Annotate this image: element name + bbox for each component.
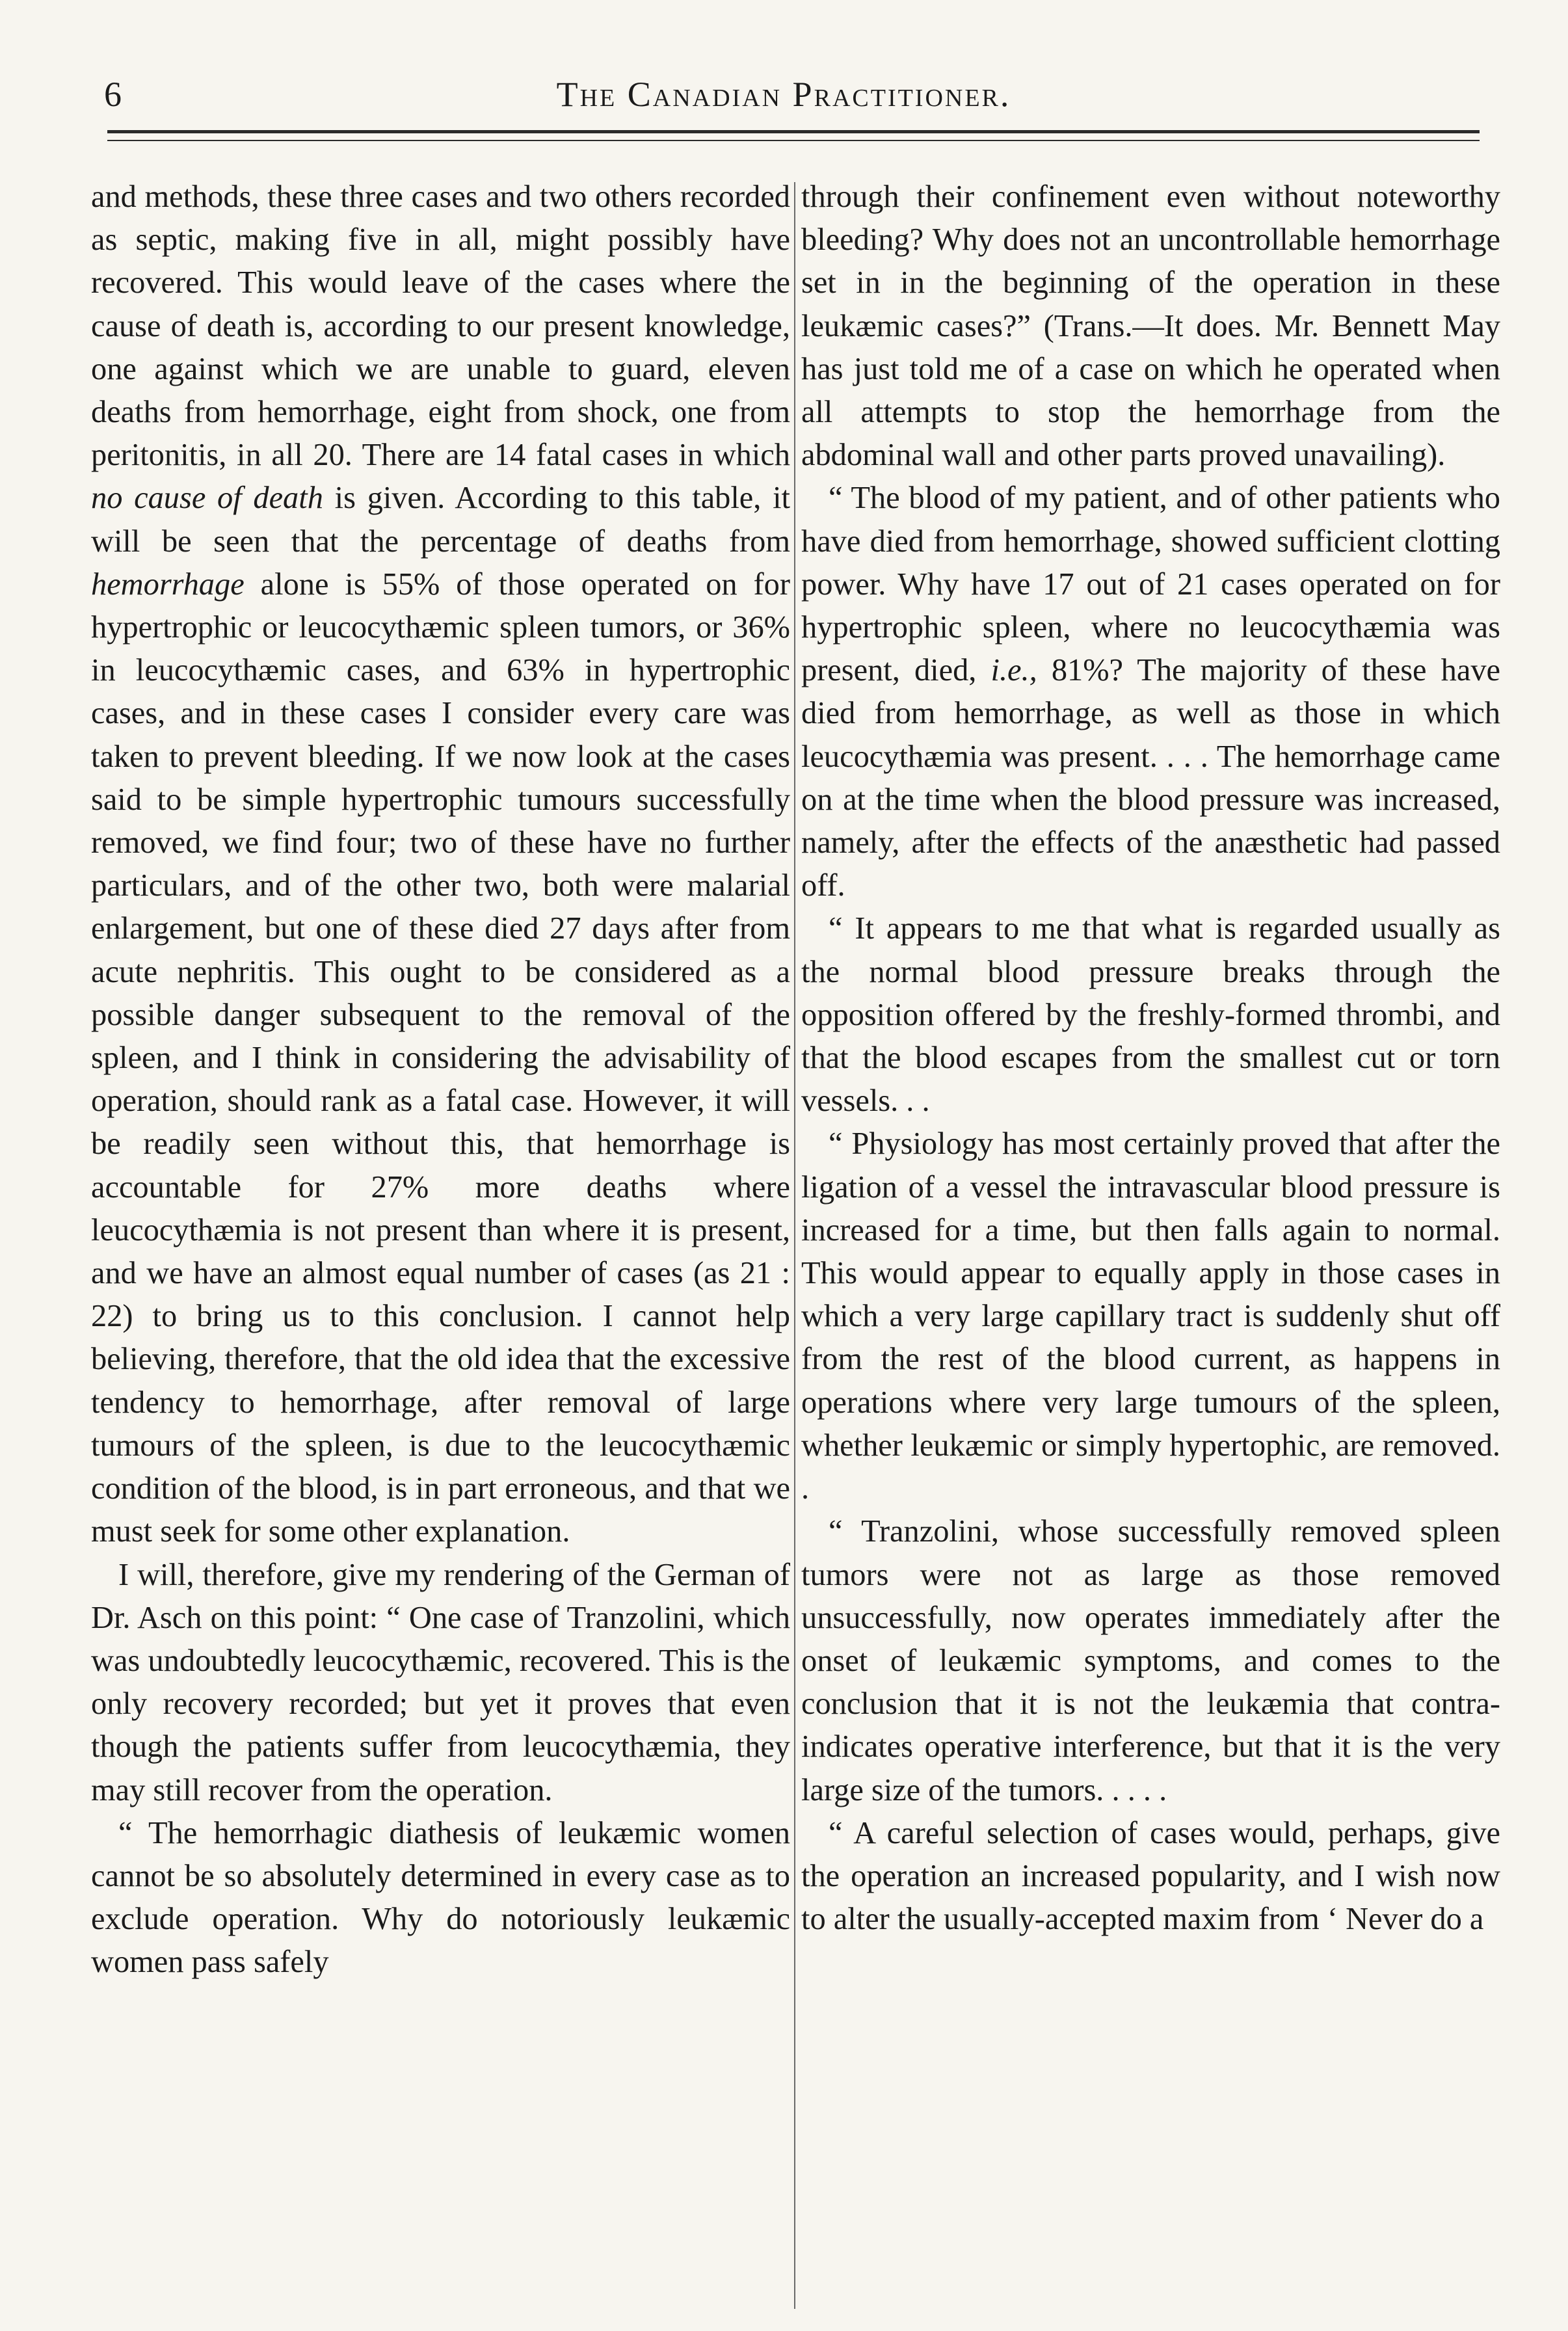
paragraph: through their confinement even without noteworthy bleeding? Why does not an uncontrollable hemorrhage set in in the beginning of the operation in these leukæmic cases?” (Trans.—It does. Mr. Bennett May has just told me of a case on which he operated when all attempts to stop the hemorrhage from the abdominal wall and other parts proved unavailing). xyxy=(801,180,1500,473)
italic-text: i.e., xyxy=(990,653,1037,688)
paragraph: “ It appears to me that what is regarded usually as the normal blood pressure breaks through the opposition offered by the freshly-formed thrombi, and that the blood escapes from the smallest cut or torn vessels. . . xyxy=(801,911,1500,1119)
header-rule-thin xyxy=(107,140,1480,141)
paragraph: “ A careful selection of cases would, perhaps, give the operation an increased popularity, and I wish now to alter the usually-accepted maxim from ‘ Never do a xyxy=(801,1815,1500,1937)
text-run: “ The blood of my patient, and of other patients who have died from hemorrhage, showed sufficient clotting power. Why have 17 out of 21 cases operated on for hypertrophic spleen, where no leucocythæmia was present, died, xyxy=(801,481,1500,688)
italic-text: hemorrhage xyxy=(91,566,245,602)
text-run: alone is 55% of those operated on for hypertrophic or leucocythæmic spleen tumors, or 36% in leucocythæmic cases, and 63% in hypertrophic cases, and in these cases I consider every care was taken to prevent bleeding. If we now look at the cases said to be simple hypertrophic tumours successfully removed, we find four; two of these have no further particulars, and of the other two, both were malarial enlargement, but one of these died 27 days after from acute nephritis. This ought to be considered as a possible danger subsequent to the removal of the spleen, and I think in considering the advisability of operation, should rank as a fatal case. However, it will be readily seen without this, that hemorrhage is accountable for 27% more deaths where leucocythæmia is not present than where it is present, and we have an almost equal number of cases (as 21 : 22) to bring us to this conclusion. I cannot help believing, therefore, that the old idea that the excessive tendency to hemorrhage, after removal of large tumours of the spleen, is due to the leucocythæmic condition of the blood, is in part erroneous, and that we must seek for some other explanation. xyxy=(91,566,790,1549)
text-run: is given. According to this table, it will be seen that the percentage of deaths from xyxy=(91,481,790,559)
paragraph xyxy=(801,477,1500,907)
paragraph: “ The hemorrhagic diathesis of leukæmic women cannot be so absolutely determined in every case as to exclude operation. Why do notoriously leukæmic women pass safely xyxy=(91,1815,790,1980)
paragraph: I will, therefore, give my rendering of the German of Dr. Asch on this point: “ One case of Tranzolini, which was undoubtedly leucocythæmic, recovered. This is the only recovery recorded; but yet it proves that even though the patients suffer from leucocythæmia, they may still recover from the operation. xyxy=(91,1557,790,1807)
column-divider xyxy=(794,182,795,2309)
left-column xyxy=(91,176,790,2322)
italic-text: no cause of death xyxy=(91,481,323,516)
page-number: 6 xyxy=(104,75,122,114)
running-header xyxy=(91,68,1476,120)
right-column xyxy=(801,176,1500,2322)
text-run: 81%? The majority of these have died from hemorrhage, as well as those in which leucocythæmia was present. . . . The hemorrhage came on at the time when the blood pressure was increased, namely, after the effects of the anæsthetic had passed off. xyxy=(801,653,1500,903)
text-run: and methods, these three cases and two others recorded as septic, making five in all, might possibly have recovered. This would leave of the cases where the cause of death is, according to our present knowledge, one against which we are unable to guard, eleven deaths from hemorrhage, eight from shock, one from peritonitis, in all 20. There are 14 fatal cases in which xyxy=(91,180,790,473)
header-rule-thick xyxy=(107,130,1480,133)
paragraph: “ Tranzolini, whose successfully removed spleen tumors were not as large as those removed unsuccessfully, now operates immediately after the onset of leukæmic symptoms, and comes to the conclusion that it is not the leukæmia that contra-indicates operative interference, but that it is the very large size of the tumors. . . . . xyxy=(801,1514,1500,1807)
paragraph xyxy=(91,176,790,1554)
running-title: The Canadian Practitioner. xyxy=(556,75,1011,114)
paragraph: “ Physiology has most certainly proved that after the ligation of a vessel the intravascular blood pressure is increased for a time, but then falls again to normal. This would appear to equally apply in those cases in which a very large capillary tract is suddenly shut off from the rest of the blood current, as happens in operations where very large tumours of the spleen, whether leukæmic or simply hypertophic, are removed. . xyxy=(801,1126,1500,1506)
